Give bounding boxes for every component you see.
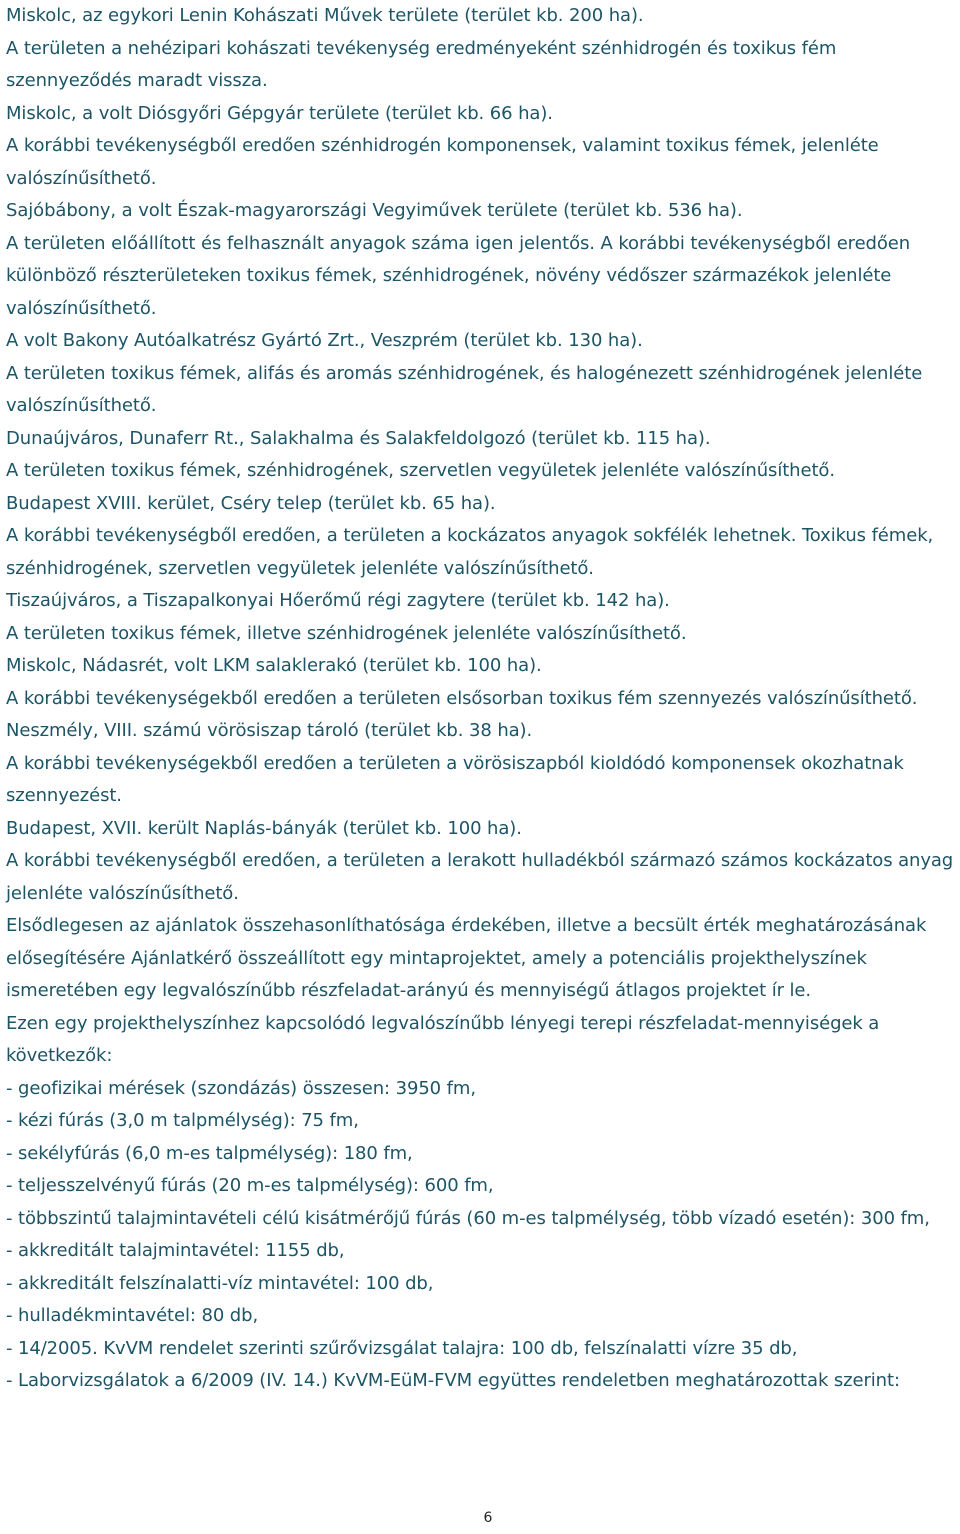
site-description: A korábbi tevékenységből eredően szénhidrogén komponensek, valamint toxikus fémek, jelenléte valószínűsíthető. — [6, 135, 879, 189]
list-item: - hulladékmintavétel: 80 db, — [6, 1305, 259, 1326]
list-item: - geofizikai mérések (szondázás) összesen: 3950 fm, — [6, 1077, 476, 1099]
site-description: A területen toxikus fémek, illetve szénhidrogének jelenléte valószínűsíthető. — [6, 622, 687, 644]
site-description: A korábbi tevékenységből eredően, a területen a kockázatos anyagok sokfélék lehetnek. Toxikus fémek, szénhidrogének, szervetlen vegyületek jelenléte valószínűsíthető. — [6, 525, 934, 579]
site-heading-csery-telep: Budapest XVIII. kerület, Cséry telep (terület kb. 65 ha). — [6, 492, 496, 514]
list-item: - többszintű talajmintavételi célú kisátmérőjű fúrás (60 m-es talpmélység, több vízadó esetén): 300 fm, — [6, 1207, 930, 1229]
site-description: A korábbi tevékenységekből eredően a területen elsősorban toxikus fém szennyezés valószínűsíthető. — [6, 687, 918, 709]
list-item: - Laborvizsgálatok a 6/2009 (IV. 14.) KvVM-EüM-FVM együttes rendeletben meghatározottak szerint: — [6, 1370, 900, 1391]
list-item: - akkreditált felszínalatti-víz mintavétel: 100 db, — [6, 1272, 434, 1294]
site-description: A területen toxikus fémek, szénhidrogének, szervetlen vegyületek jelenléte valószínűsíthető. — [6, 460, 835, 481]
intro-paragraph: Elsődlegesen az ajánlatok összehasonlíthatósága érdekében, illetve a becsült érték meghatározásának elősegítésére Ajánlatkérő összeállított egy mintaprojektet, amely a potenciális projekthelyszínek ismeretében egy legvalószínűbb részfeladat-arányú és mennyiségű átlagos projektet ír le. — [6, 915, 927, 1001]
list-item: - 14/2005. KvVM rendelet szerinti szűrővizsgálat talajra: 100 db, felszínalatti vízre 35 db, — [6, 1337, 798, 1359]
site-heading-dunaujvaros: Dunaújváros, Dunaferr Rt., Salakhalma és Salakfeldolgozó (terület kb. 115 ha). — [6, 427, 711, 449]
site-description: A korábbi tevékenységekből eredően a területen a vörösiszapból kioldódó komponensek okozhatnak szennyezést. — [6, 752, 904, 806]
site-description: A korábbi tevékenységből eredően, a területen a lerakott hulladékból származó számos kockázatos anyag jelenléte valószínűsíthető. — [6, 850, 954, 904]
site-heading-nadasret: Miskolc, Nádasrét, volt LKM salaklerakó (terület kb. 100 ha). — [6, 655, 542, 676]
list-intro: Ezen egy projekthelyszínhez kapcsolódó legvalószínűbb lényegi terepi részfeladat-mennyiségek a következők: — [6, 1012, 880, 1066]
document-body — [6, 0, 956, 1398]
page-number: 6 — [483, 1510, 493, 1526]
site-heading-sajobabony: Sajóbábony, a volt Észak-magyarországi Vegyiművek területe (terület kb. 536 ha). — [6, 200, 743, 221]
list-item: - akkreditált talajmintavétel: 1155 db, — [6, 1240, 345, 1261]
site-heading-diosgyori-gepgyar: Miskolc, a volt Diósgyőri Gépgyár területe (terület kb. 66 ha). — [6, 102, 553, 124]
list-item: - kézi fúrás (3,0 m talpmélység): 75 fm, — [6, 1110, 359, 1131]
site-description: A területen a nehézipari kohászati tevékenység eredményeként szénhidrogén és toxikus fém szennyeződés maradt vissza. — [6, 37, 837, 91]
site-description: A területen előállított és felhasznált anyagok száma igen jelentős. A korábbi tevékenységből eredően különböző részterületeken toxikus fémek, szénhidrogének, növény védőszer származékok jelenléte valószínűsíthető. — [6, 232, 911, 319]
site-heading-lenin-kohaszati: Miskolc, az egykori Lenin Kohászati Művek területe (terület kb. 200 ha). — [6, 5, 644, 26]
site-description: A területen toxikus fémek, alifás és aromás szénhidrogének, és halogénezett szénhidrogének jelenléte valószínűsíthető. — [6, 362, 923, 416]
site-heading-naplas-banyak: Budapest, XVII. került Naplás-bányák (terület kb. 100 ha). — [6, 817, 522, 839]
list-item: - sekélyfúrás (6,0 m-es talpmélység): 180 fm, — [6, 1142, 413, 1164]
site-heading-neszmely: Neszmély, VIII. számú vörösiszap tároló (terület kb. 38 ha). — [6, 720, 533, 741]
site-heading-tiszaujvaros: Tiszaújváros, a Tiszapalkonyai Hőerőmű régi zagytere (terület kb. 142 ha). — [6, 590, 670, 611]
site-heading-bakony: A volt Bakony Autóalkatrész Gyártó Zrt., Veszprém (terület kb. 130 ha). — [6, 330, 643, 351]
list-item: - teljesszelvényű fúrás (20 m-es talpmélység): 600 fm, — [6, 1175, 494, 1196]
